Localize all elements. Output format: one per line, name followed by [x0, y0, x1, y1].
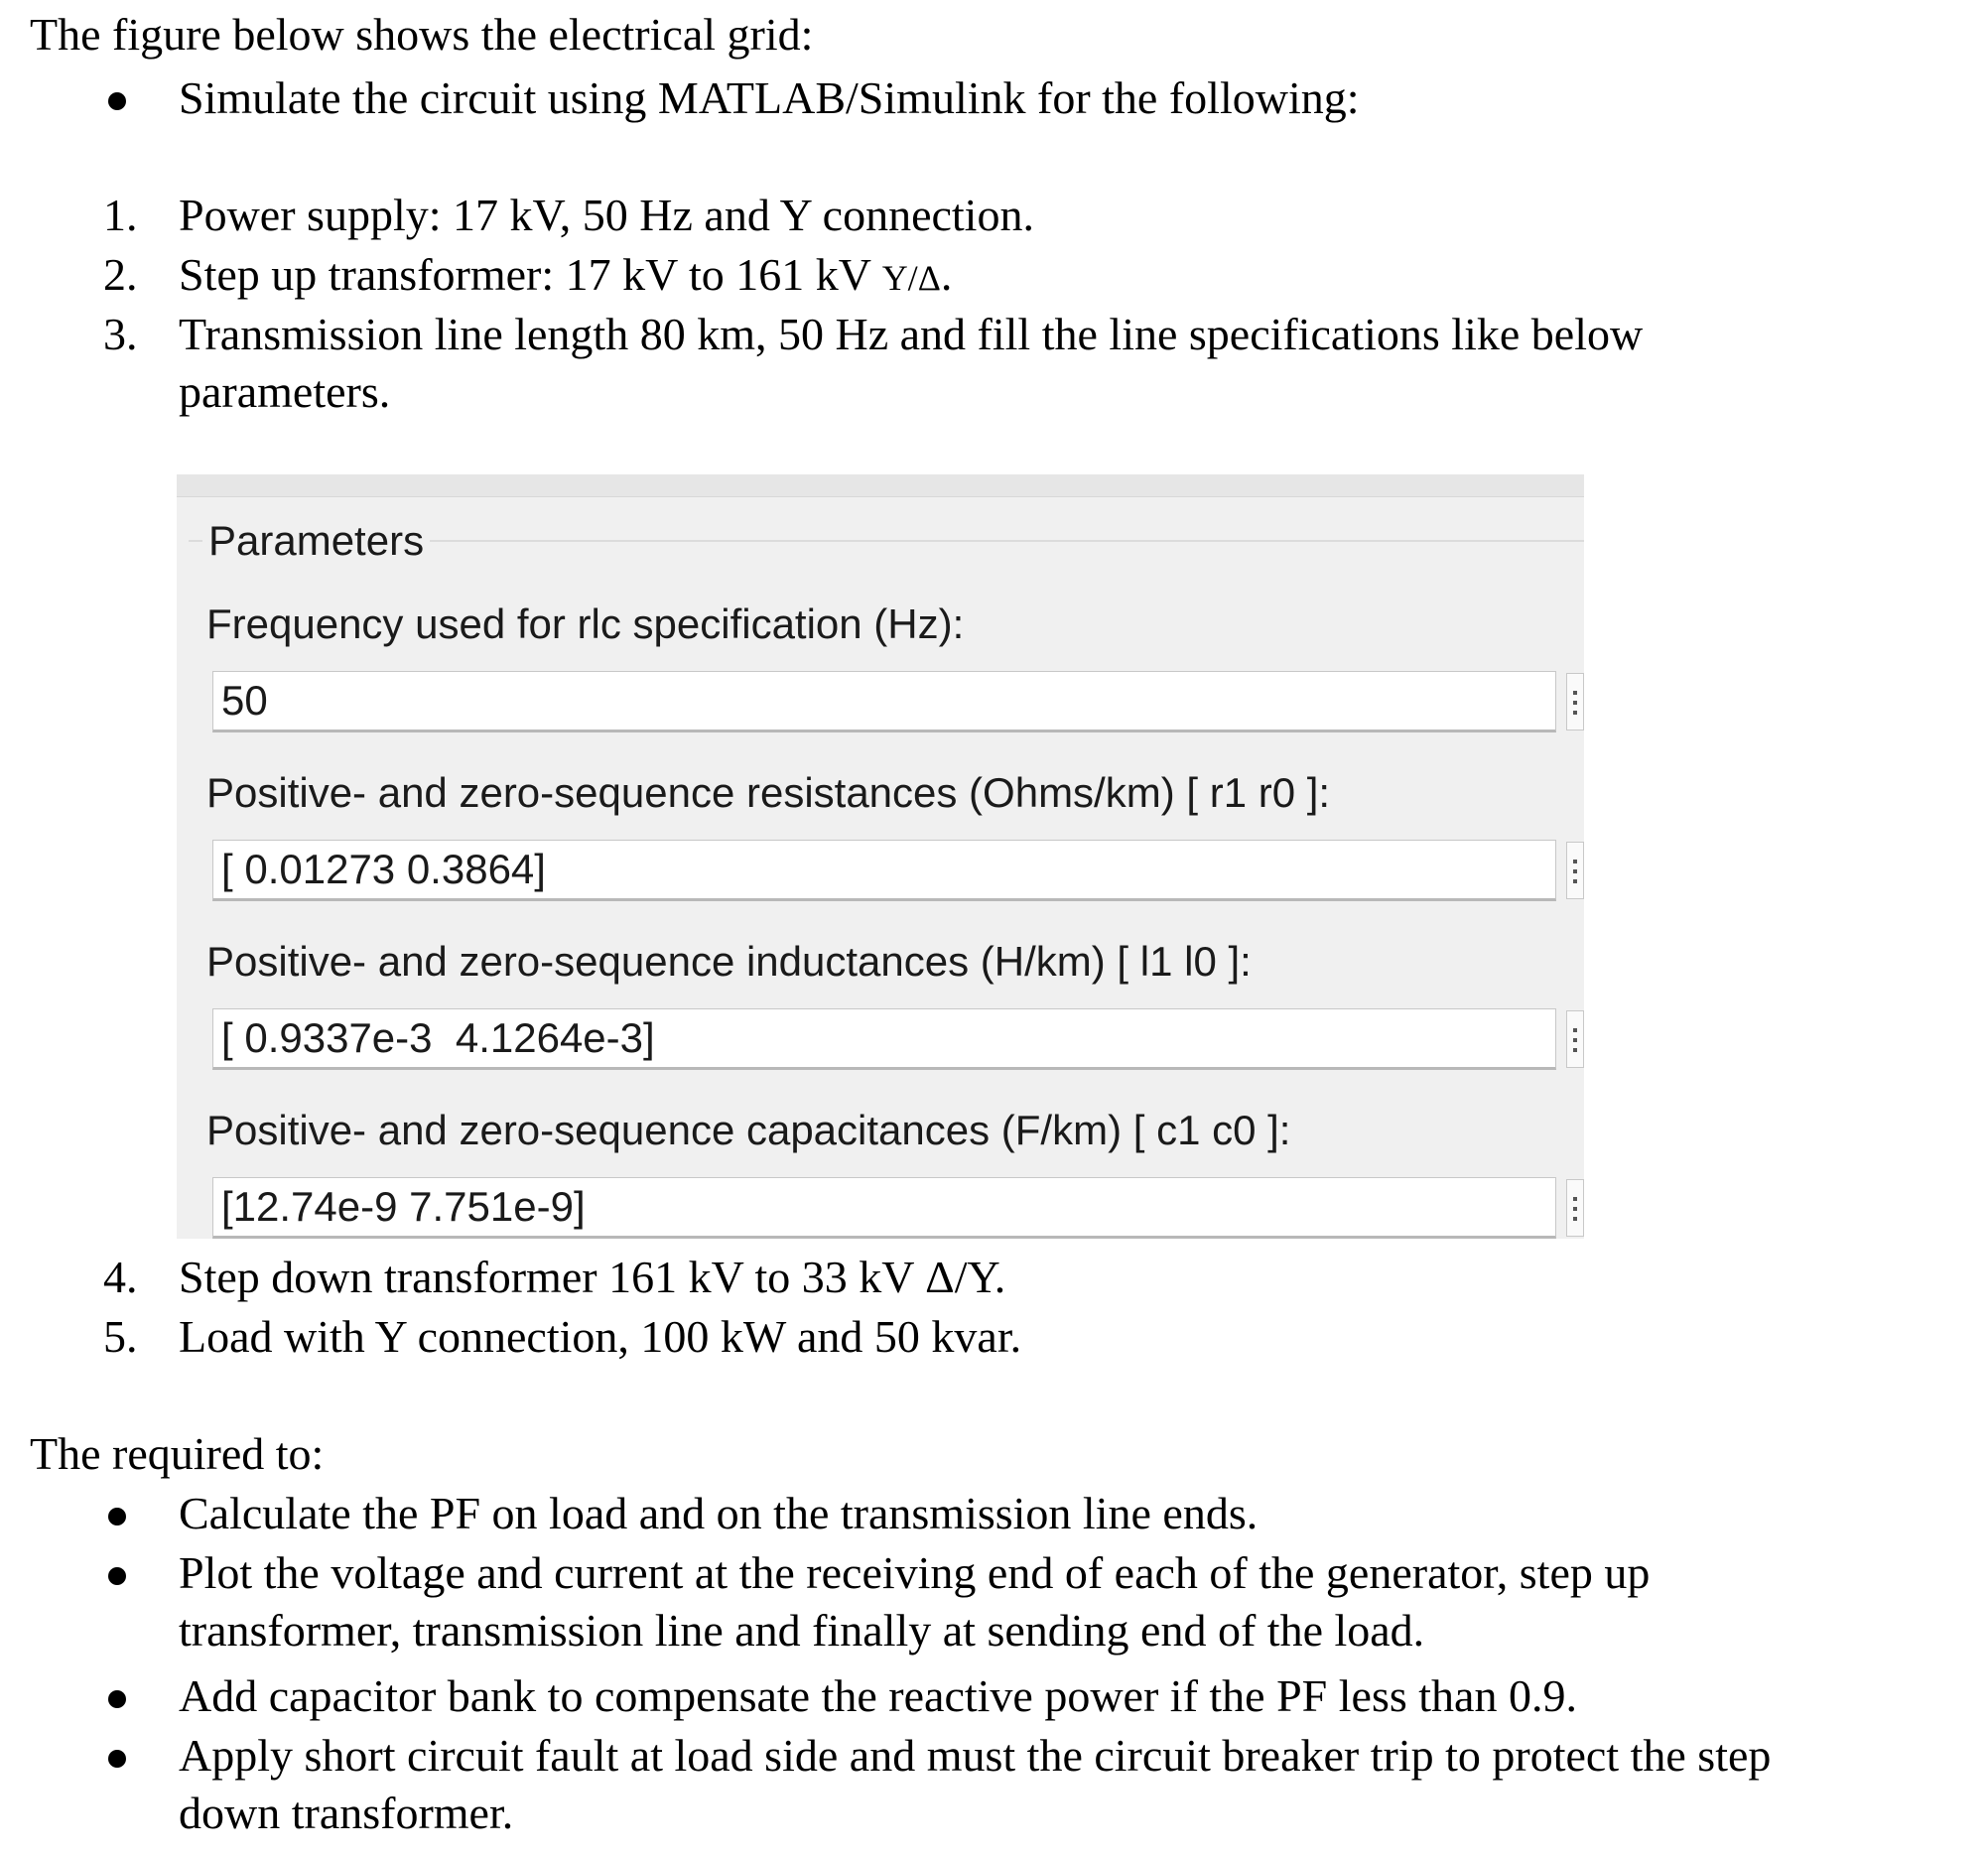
item-text: Load with Y connection, 100 kW and 50 kvar.: [179, 1311, 1022, 1362]
bullet-icon: [108, 1508, 126, 1526]
required-text: Apply short circuit fault at load side and must the circuit breaker trip to protect the step: [179, 1730, 1772, 1781]
item-text: Step down transformer 161 kV to 33 kV Δ/Y.: [179, 1252, 1006, 1302]
parameters-group-title: Parameters: [202, 516, 430, 566]
capacitances-more-button[interactable]: [1566, 1179, 1584, 1237]
required-text-continued: transformer, transmission line and finally at sending end of the load.: [179, 1605, 1425, 1656]
required-text: Add capacitor bank to compensate the reactive power if the PF less than 0.9.: [179, 1670, 1577, 1721]
resistances-label: Positive- and zero-sequence resistances (Ohms/km) [ r1 r0 ]:: [206, 769, 1331, 816]
item-text: Transmission line length 80 km, 50 Hz and fill the line specifications like below: [179, 309, 1644, 359]
parameters-panel: [177, 474, 1584, 1239]
resistances-input[interactable]: [ 0.01273 0.3864]: [212, 840, 1556, 901]
frequency-more-button[interactable]: [1566, 673, 1584, 730]
bullet-icon: [108, 92, 126, 110]
required-text: Plot the voltage and current at the receiving end of each of the generator, step up: [179, 1547, 1651, 1598]
panel-header-bar: [177, 474, 1584, 497]
bullet-icon: [108, 1690, 126, 1708]
frequency-label: Frequency used for rlc specification (Hz):: [206, 600, 965, 647]
resistances-more-button[interactable]: [1566, 842, 1584, 899]
capacitances-input[interactable]: [12.74e-9 7.751e-9]: [212, 1177, 1556, 1239]
item-text: [179, 246, 952, 307]
inductances-more-button[interactable]: [1566, 1010, 1584, 1068]
required-text-continued: down transformer.: [179, 1788, 514, 1838]
required-text: Calculate the PF on load and on the transmission line ends.: [179, 1488, 1259, 1538]
item-number: 5.: [103, 1311, 138, 1362]
simulate-bullet-text: Simulate the circuit using MATLAB/Simulink for the following:: [179, 72, 1360, 123]
item-number: 4.: [103, 1252, 138, 1302]
item-text-continued: parameters.: [179, 366, 391, 417]
item-text-connection: Y/Δ: [881, 258, 941, 298]
inductances-label: Positive- and zero-sequence inductances (H/km) [ l1 l0 ]:: [206, 938, 1252, 985]
item-number: 2.: [103, 249, 138, 300]
item-text-tail: .: [940, 249, 953, 300]
bullet-icon: [108, 1750, 126, 1768]
bullet-icon: [108, 1567, 126, 1585]
intro-text: The figure below shows the electrical grid:: [30, 9, 814, 60]
capacitances-label: Positive- and zero-sequence capacitances (F/km) [ c1 c0 ]:: [206, 1107, 1291, 1153]
item-number: 1.: [103, 190, 138, 240]
frequency-input[interactable]: 50: [212, 671, 1556, 732]
item-text-main: Step up transformer: 17 kV to 161 kV: [179, 249, 882, 300]
inductances-input[interactable]: [ 0.9337e-3 4.1264e-3]: [212, 1008, 1556, 1070]
required-heading: The required to:: [30, 1428, 325, 1479]
item-number: 3.: [103, 309, 138, 359]
item-text: Power supply: 17 kV, 50 Hz and Y connection.: [179, 190, 1034, 240]
